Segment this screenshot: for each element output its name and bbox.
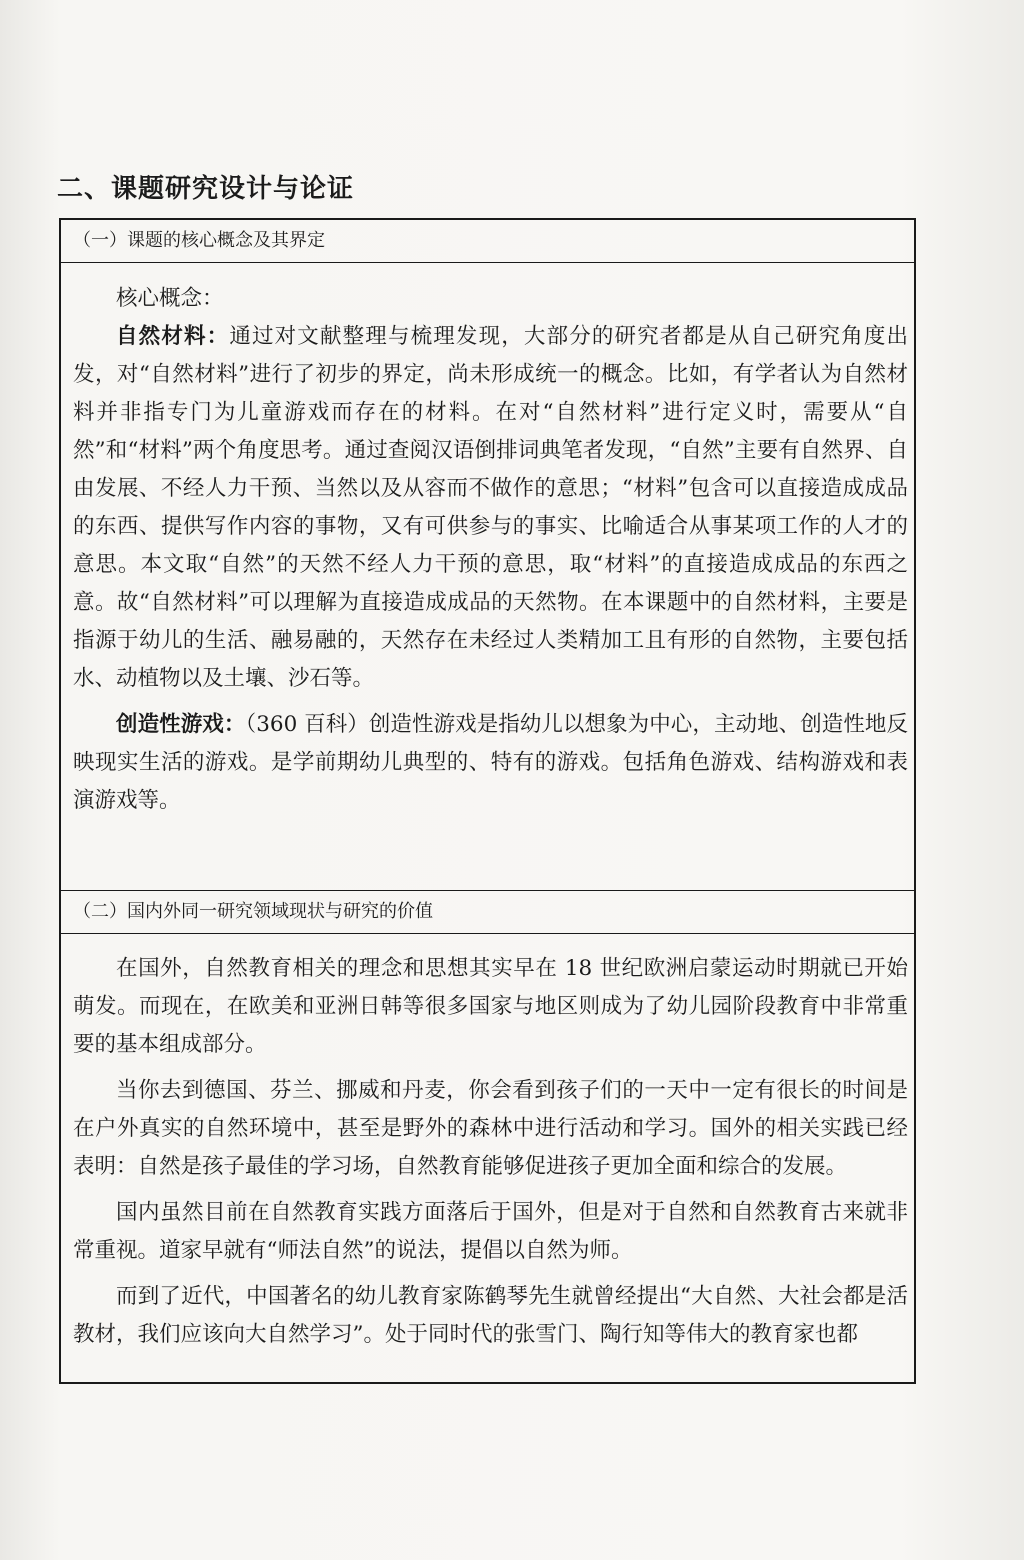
term-label: 自然材料： bbox=[116, 324, 230, 349]
part1-title: （一）课题的核心概念及其界定 bbox=[73, 230, 325, 251]
term-label: 创造性游戏： bbox=[116, 712, 246, 737]
term-definition: 通过对文献整理与梳理发现，大部分的研究者都是从自己研究角度出发，对“自然材料”进行了初步的界定，尚未形成统一的概念。比如，有学者认为自然材料并非指专门为儿童游戏而存在的材料。在对“自然材料”进行定义时，需要从“自然”和“材料”两个角度思考。通过查阅汉语倒排词典笔者发现，“自然”主要有自然界、自由发展、不经人力干预、当然以及从容而不做作的意思；“材料”包含可以直接造成成品的东西、提供写作内容的事物，又有可供参与的事实、比喻适合从事某项工作的人才的意思。本文取“自然”的天然不经人力干预的意思，取“材料”的直接造成成品的东西之意。故“自然材料”可以理解为直接造成成品的天然物。在本课题中的自然材料，主要是指源于幼儿的生活、融易融的，天然存在未经过人类精加工且有形的自然物，主要包括水、动植物以及土壤、沙石等。 bbox=[73, 324, 908, 691]
core-concept-lead: 核心概念： bbox=[116, 286, 224, 311]
term-creative-games bbox=[73, 706, 908, 820]
section-heading: 二、课题研究设计与论证 bbox=[57, 174, 355, 204]
paragraph: 国内虽然目前在自然教育实践方面落后于国外，但是对于自然和自然教育古来就非常重视。道家早就有“师法自然”的说法，提倡以自然为师。 bbox=[73, 1200, 908, 1263]
term-definition: （360 百科）创造性游戏是指幼儿以想象为中心，主动地、创造性地反映现实生活的游戏。是学前期幼儿典型的、特有的游戏。包括角色游戏、结构游戏和表演游戏等。 bbox=[73, 712, 908, 813]
paragraph: 在国外，自然教育相关的理念和思想其实早在 18 世纪欧洲启蒙运动时期就已开始萌发。而现在，在欧美和亚洲日韩等很多国家与地区则成为了幼儿园阶段教育中非常重要的基本组成部分。 bbox=[73, 956, 908, 1057]
row-divider bbox=[61, 262, 914, 263]
term-natural-materials bbox=[73, 318, 908, 698]
part1-content bbox=[73, 280, 908, 820]
research-design-table bbox=[59, 218, 916, 1384]
part2-content bbox=[73, 950, 908, 1354]
paragraph: 而到了近代，中国著名的幼儿教育家陈鹤琴先生就曾经提出“大自然、大社会都是活教材，我们应该向大自然学习”。处于同时代的张雪门、陶行知等伟大的教育家也都 bbox=[73, 1284, 908, 1347]
row-divider bbox=[61, 933, 914, 934]
part2-title: （二）国内外同一研究领域现状与研究的价值 bbox=[73, 901, 433, 922]
paragraph: 当你去到德国、芬兰、挪威和丹麦，你会看到孩子们的一天中一定有很长的时间是在户外真实的自然环境中，甚至是野外的森林中进行活动和学习。国外的相关实践已经表明：自然是孩子最佳的学习场，自然教育能够促进孩子更加全面和综合的发展。 bbox=[73, 1078, 908, 1179]
